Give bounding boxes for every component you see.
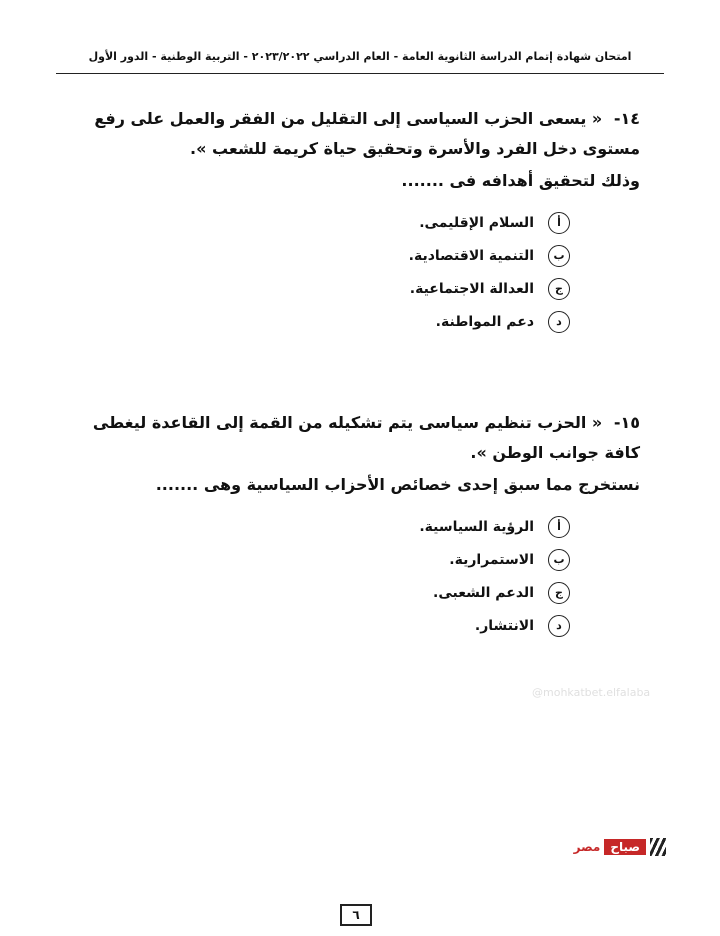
option-letter-badge: ب <box>548 245 570 267</box>
option-d[interactable] <box>80 609 570 642</box>
question-stem <box>80 104 640 164</box>
option-text: الرؤية السياسية. <box>419 518 534 535</box>
question-15 <box>80 408 640 642</box>
option-text: التنمية الاقتصادية. <box>408 247 534 264</box>
option-c[interactable] <box>80 576 570 609</box>
option-letter-badge: د <box>548 311 570 333</box>
watermark-text: @mohkatbet.elfalaba <box>532 686 651 699</box>
option-text: الانتشار. <box>474 617 534 634</box>
options-list <box>80 510 640 642</box>
option-letter-badge: ب <box>548 549 570 571</box>
question-prompt: نستخرج مما سبق إحدى خصائص الأحزاب السياسية وهى ....... <box>155 475 640 494</box>
options-list <box>80 206 640 338</box>
option-b[interactable] <box>80 239 570 272</box>
option-a[interactable] <box>80 206 570 239</box>
question-text: « يسعى الحزب السياسى إلى التقليل من الفقر والعمل على رفع مستوى دخل الفرد والأسرة وتحقيق حياة كريمة للشعب ». <box>94 109 640 158</box>
publisher-logo <box>556 836 666 858</box>
option-text: العدالة الاجتماعية. <box>409 280 534 297</box>
question-14 <box>80 104 640 338</box>
logo-box-text: صباح <box>604 839 646 855</box>
option-letter-badge: ج <box>548 278 570 300</box>
logo-word: مصر <box>573 840 601 854</box>
stripes-icon <box>650 838 666 856</box>
page-number: ٦ <box>340 904 372 926</box>
question-text: « الحزب تنظيم سياسى يتم تشكيله من القمة إلى القاعدة ليغطى كافة جوانب الوطن ». <box>92 413 640 462</box>
option-letter-badge: د <box>548 615 570 637</box>
option-text: دعم المواطنة. <box>435 313 534 330</box>
question-number: ١٥- <box>613 413 640 432</box>
question-number: ١٤- <box>613 109 640 128</box>
exam-header: امتحان شهادة إتمام الدراسة الثانوية العامة - العام الدراسي ٢٠٢٣/٢٠٢٢ - التربية الوطنية - الدور الأول <box>88 50 632 63</box>
option-b[interactable] <box>80 543 570 576</box>
option-d[interactable] <box>80 305 570 338</box>
option-c[interactable] <box>80 272 570 305</box>
option-letter-badge: ج <box>548 582 570 604</box>
option-text: الاستمرارية. <box>449 551 534 568</box>
option-text: الدعم الشعبى. <box>433 584 534 601</box>
option-letter-badge: أ <box>548 516 570 538</box>
option-text: السلام الإقليمى. <box>419 214 534 231</box>
question-stem <box>80 408 640 468</box>
question-prompt: وذلك لتحقيق أهدافه فى ....... <box>401 171 640 190</box>
option-letter-badge: أ <box>548 212 570 234</box>
header-divider <box>56 73 664 74</box>
option-a[interactable] <box>80 510 570 543</box>
